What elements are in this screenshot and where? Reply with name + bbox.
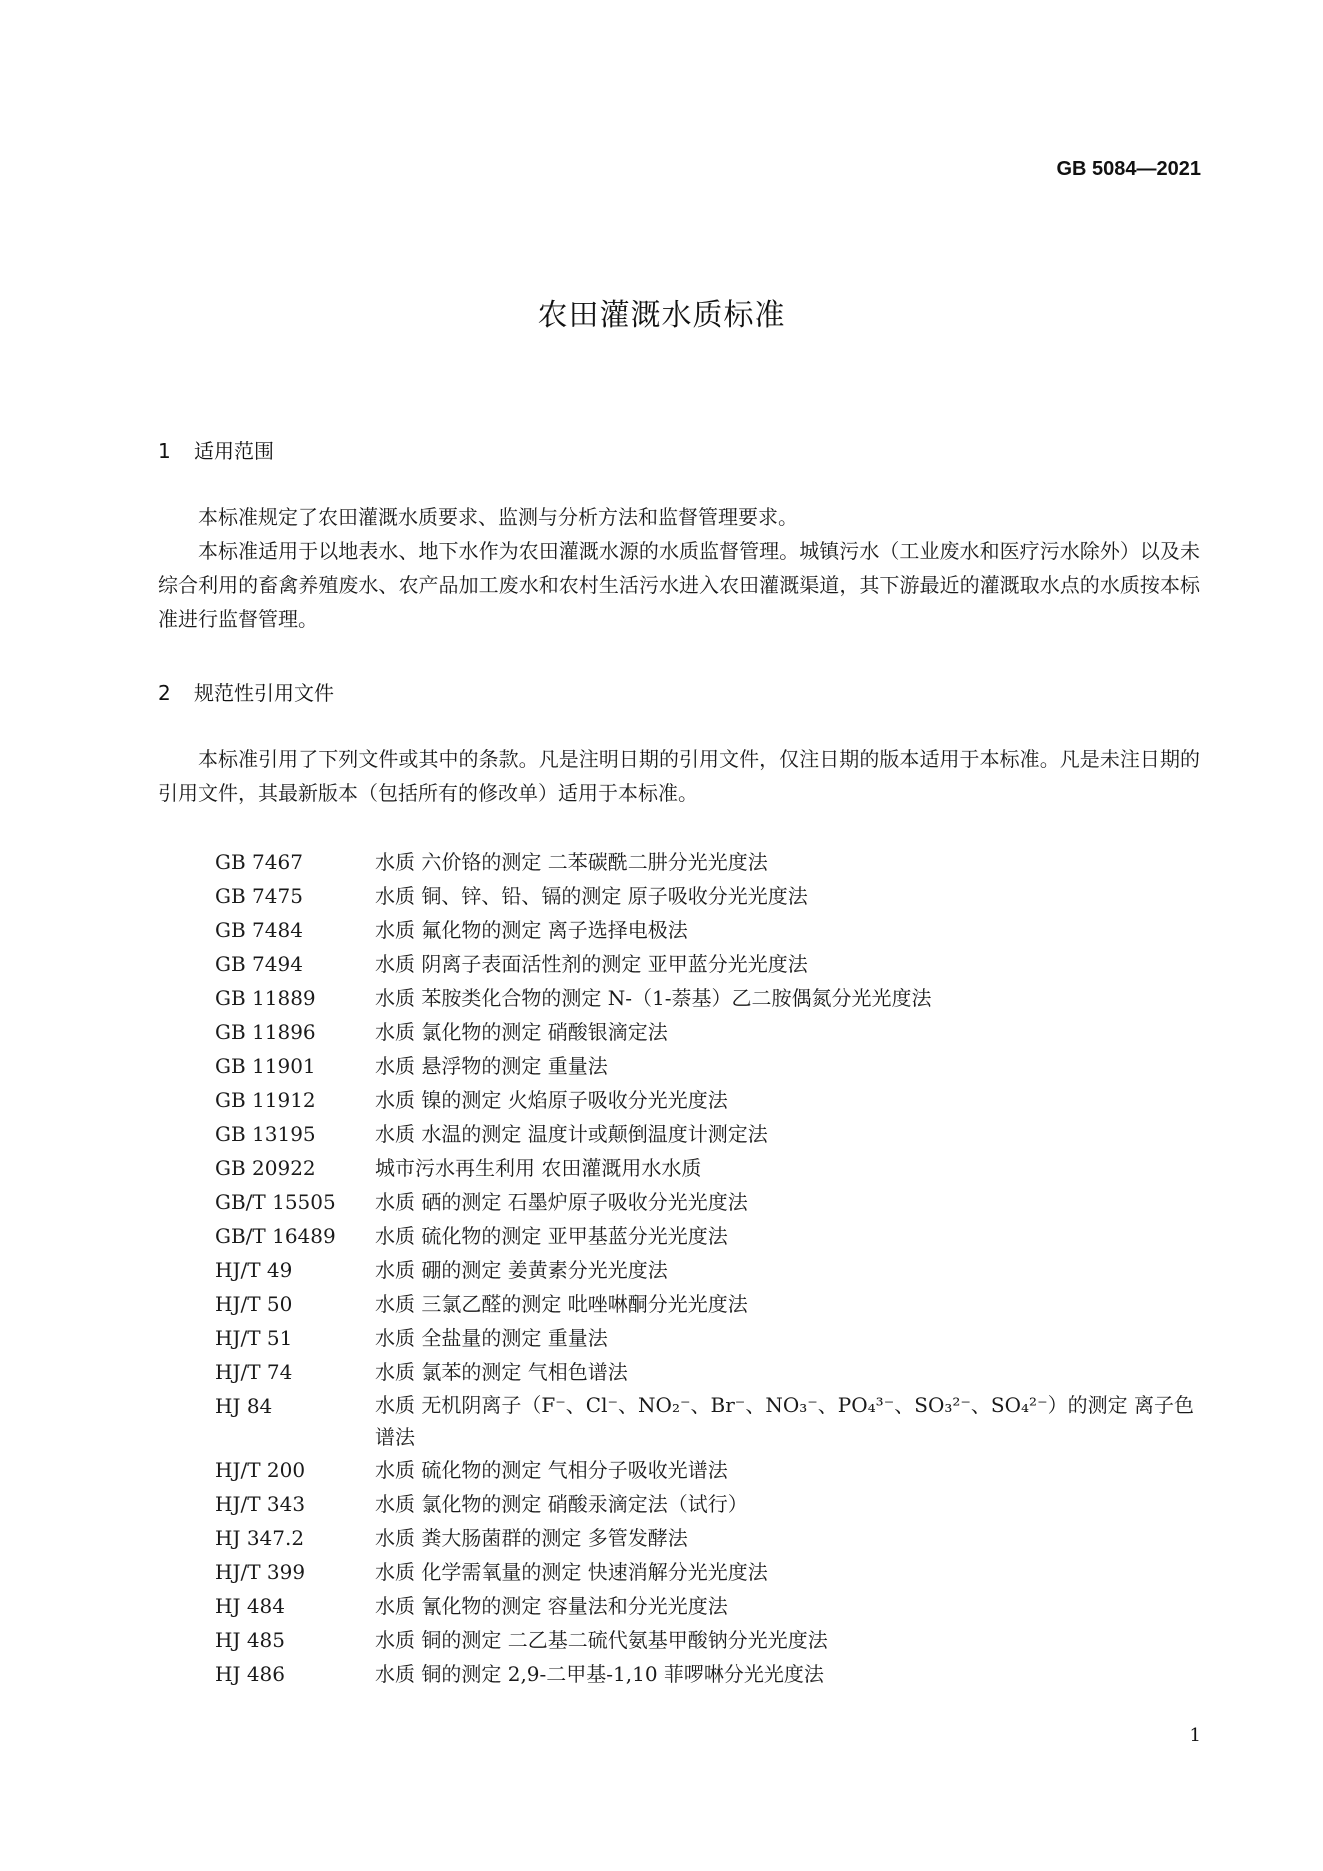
reference-item: [215, 1487, 1205, 1521]
reference-code: HJ/T 50: [215, 1292, 293, 1316]
reference-title: 水质 镍的测定 火焰原子吸收分光光度法: [375, 1088, 728, 1112]
reference-item: [215, 1521, 1205, 1555]
reference-code: GB/T 16489: [215, 1224, 336, 1248]
reference-item: [215, 845, 1205, 879]
reference-title: 水质 氰化物的测定 容量法和分光光度法: [375, 1594, 728, 1618]
reference-code: HJ 84: [215, 1394, 273, 1418]
reference-item: [215, 1453, 1205, 1487]
reference-title: 水质 铜的测定 2,9-二甲基-1,10 菲啰啉分光光度法: [375, 1662, 824, 1686]
section-title: 规范性引用文件: [194, 681, 334, 705]
reference-title: 水质 硫化物的测定 亚甲基蓝分光光度法: [375, 1224, 728, 1248]
page-number: 1: [1189, 1725, 1201, 1746]
reference-title: 水质 氯化物的测定 硝酸汞滴定法（试行）: [375, 1492, 748, 1516]
document-title: 农田灌溉水质标准: [537, 298, 786, 333]
reference-title: 水质 化学需氧量的测定 快速消解分光光度法: [375, 1560, 768, 1584]
section-number: 2: [158, 681, 171, 705]
reference-item: [215, 1389, 1205, 1453]
reference-title: 水质 三氯乙醛的测定 吡唑啉酮分光光度法: [375, 1292, 748, 1316]
reference-item: [215, 1185, 1205, 1219]
reference-title: 水质 苯胺类化合物的测定 N-（1-萘基）乙二胺偶氮分光光度法: [375, 986, 932, 1010]
reference-item: [215, 1253, 1205, 1287]
reference-item: [215, 947, 1205, 981]
reference-code: GB 11896: [215, 1020, 316, 1044]
reference-list: [215, 845, 1205, 1691]
reference-item: [215, 1219, 1205, 1253]
reference-code: HJ/T 399: [215, 1560, 306, 1584]
reference-item: [215, 1555, 1205, 1589]
reference-code: HJ/T 74: [215, 1360, 293, 1384]
reference-code: HJ 347.2: [215, 1526, 305, 1550]
reference-title: 水质 阴离子表面活性剂的测定 亚甲蓝分光光度法: [375, 952, 808, 976]
reference-title: 水质 悬浮物的测定 重量法: [375, 1054, 608, 1078]
section-scope-body: [158, 500, 1200, 636]
reference-code: HJ/T 200: [215, 1458, 306, 1482]
reference-item: [215, 913, 1205, 947]
paragraph: 本标准适用于以地表水、地下水作为农田灌溉水源的水质监督管理。城镇污水（工业废水和医疗污水除外）以及未综合利用的畜禽养殖废水、农产品加工废水和农村生活污水进入农田灌溉渠道，其下游最近的灌溉取水点的水质按本标准进行监督管理。: [158, 539, 1200, 631]
reference-code: HJ 486: [215, 1662, 285, 1686]
section-title: 适用范围: [194, 439, 274, 463]
reference-title: 水质 氯化物的测定 硝酸银滴定法: [375, 1020, 668, 1044]
reference-code: GB 20922: [215, 1156, 316, 1180]
reference-title: 水质 硫化物的测定 气相分子吸收光谱法: [375, 1458, 728, 1482]
reference-item: [215, 1083, 1205, 1117]
section-references-body: [158, 742, 1200, 810]
reference-title: 水质 水温的测定 温度计或颠倒温度计测定法: [375, 1122, 768, 1146]
paragraph: 本标准引用了下列文件或其中的条款。凡是注明日期的引用文件，仅注日期的版本适用于本标准。凡是未注日期的引用文件，其最新版本（包括所有的修改单）适用于本标准。: [158, 747, 1200, 805]
reference-item: [215, 1151, 1205, 1185]
reference-item: [215, 1589, 1205, 1623]
standard-code: GB 5084—2021: [1056, 158, 1201, 180]
reference-item: [215, 1623, 1205, 1657]
reference-code: GB 11889: [215, 986, 316, 1010]
reference-title: 水质 无机阴离子（F⁻、Cl⁻、NO₂⁻、Br⁻、NO₃⁻、PO₄³⁻、SO₃²⁻、SO₄²⁻）的测定 离子色谱法: [375, 1393, 1194, 1449]
reference-code: HJ 484: [215, 1594, 285, 1618]
reference-code: GB/T 15505: [215, 1190, 336, 1214]
reference-item: [215, 1321, 1205, 1355]
reference-code: GB 11901: [215, 1054, 316, 1078]
reference-title: 水质 氯苯的测定 气相色谱法: [375, 1360, 628, 1384]
reference-title: 城市污水再生利用 农田灌溉用水水质: [375, 1156, 702, 1180]
reference-item: [215, 1049, 1205, 1083]
reference-code: HJ/T 51: [215, 1326, 293, 1350]
reference-item: [215, 879, 1205, 913]
reference-item: [215, 1117, 1205, 1151]
reference-item: [215, 1355, 1205, 1389]
reference-item: [215, 1287, 1205, 1321]
reference-item: [215, 1015, 1205, 1049]
reference-title: 水质 铜的测定 二乙基二硫代氨基甲酸钠分光光度法: [375, 1628, 828, 1652]
reference-code: GB 11912: [215, 1088, 316, 1112]
reference-code: GB 13195: [215, 1122, 316, 1146]
section-heading-references: [158, 677, 334, 706]
reference-item: [215, 1657, 1205, 1691]
reference-code: HJ/T 343: [215, 1492, 306, 1516]
reference-code: HJ 485: [215, 1628, 285, 1652]
section-number: 1: [158, 439, 171, 463]
reference-code: GB 7484: [215, 918, 303, 942]
reference-title: 水质 六价铬的测定 二苯碳酰二肼分光光度法: [375, 850, 768, 874]
reference-code: GB 7494: [215, 952, 303, 976]
reference-title: 水质 全盐量的测定 重量法: [375, 1326, 608, 1350]
reference-title: 水质 氟化物的测定 离子选择电极法: [375, 918, 688, 942]
reference-title: 水质 硒的测定 石墨炉原子吸收分光光度法: [375, 1190, 748, 1214]
section-heading-scope: [158, 435, 274, 464]
reference-title: 水质 铜、锌、铅、镉的测定 原子吸收分光光度法: [375, 884, 808, 908]
reference-code: GB 7475: [215, 884, 303, 908]
reference-code: GB 7467: [215, 850, 303, 874]
paragraph: 本标准规定了农田灌溉水质要求、监测与分析方法和监督管理要求。: [198, 505, 798, 529]
reference-title: 水质 粪大肠菌群的测定 多管发酵法: [375, 1526, 688, 1550]
reference-item: [215, 981, 1205, 1015]
reference-code: HJ/T 49: [215, 1258, 293, 1282]
reference-title: 水质 硼的测定 姜黄素分光光度法: [375, 1258, 668, 1282]
